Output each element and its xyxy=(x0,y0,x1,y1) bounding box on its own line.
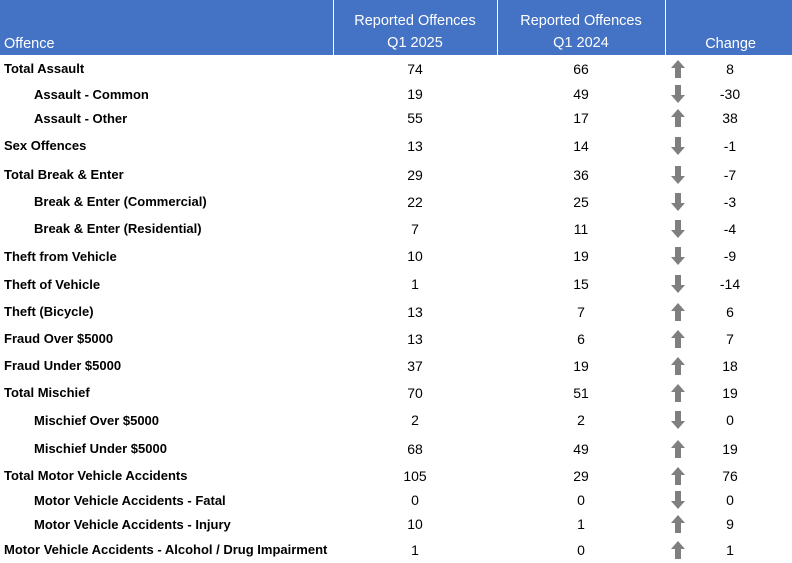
change-value: -4 xyxy=(723,220,737,237)
table-row xyxy=(0,161,792,188)
change-value: -7 xyxy=(723,166,737,183)
change-cell xyxy=(665,298,792,325)
down-arrow-icon xyxy=(671,220,685,238)
table-row xyxy=(0,434,792,463)
value-q1-2024: 19 xyxy=(573,248,589,264)
offence-name: Theft from Vehicle xyxy=(4,248,117,264)
change-cell xyxy=(665,463,792,488)
offence-name: Assault - Other xyxy=(34,110,128,126)
header-q1-2024 xyxy=(497,0,665,55)
change-cell xyxy=(665,188,792,215)
value-q1-2025: 68 xyxy=(407,440,423,457)
change-value: 6 xyxy=(726,303,734,320)
offence-name: Theft (Bicycle) xyxy=(4,304,94,319)
change-value: 1 xyxy=(726,541,734,558)
offence-name: Motor Vehicle Accidents - Fatal xyxy=(34,492,226,508)
table-row xyxy=(0,215,792,242)
change-cell xyxy=(665,270,792,298)
up-arrow-icon xyxy=(671,303,685,321)
value-q1-2025: 13 xyxy=(407,330,423,347)
up-arrow-icon xyxy=(671,330,685,348)
change-cell xyxy=(665,215,792,242)
value-q1-2024: 51 xyxy=(573,384,589,401)
change-value: 0 xyxy=(726,492,734,508)
header-q1-2025-line2: Q1 2025 xyxy=(387,35,443,51)
down-arrow-icon xyxy=(671,193,685,211)
header-row xyxy=(0,0,792,55)
table-row xyxy=(0,406,792,434)
change-value: 38 xyxy=(722,110,738,126)
table-row xyxy=(0,106,792,130)
offence-name: Motor Vehicle Accidents - Injury xyxy=(34,516,231,532)
up-arrow-icon xyxy=(671,515,685,533)
change-cell xyxy=(665,488,792,512)
value-q1-2025: 0 xyxy=(411,492,419,508)
change-cell xyxy=(665,106,792,130)
offence-name: Total Break & Enter xyxy=(4,167,124,182)
offence-name: Total Motor Vehicle Accidents xyxy=(4,468,188,483)
value-q1-2025: 1 xyxy=(411,276,419,292)
change-value: -1 xyxy=(723,137,737,154)
value-q1-2024: 15 xyxy=(573,276,589,292)
value-q1-2024: 29 xyxy=(573,467,589,484)
down-arrow-icon xyxy=(671,491,685,509)
offence-name: Fraud Under $5000 xyxy=(4,358,122,373)
offence-name: Total Assault xyxy=(4,61,85,76)
table-row xyxy=(0,325,792,352)
value-q1-2024: 66 xyxy=(573,60,589,77)
change-value: 76 xyxy=(722,467,738,484)
value-q1-2025: 13 xyxy=(407,303,423,320)
offence-name: Theft of Vehicle xyxy=(4,276,101,292)
value-q1-2024: 49 xyxy=(573,86,589,102)
value-q1-2025: 13 xyxy=(407,137,423,154)
value-q1-2025: 10 xyxy=(407,516,423,532)
table-row xyxy=(0,298,792,325)
up-arrow-icon xyxy=(671,60,685,78)
value-q1-2024: 36 xyxy=(573,166,589,183)
header-q1-2025 xyxy=(333,0,497,55)
header-q1-2025-line1: Reported Offences xyxy=(354,13,476,29)
value-q1-2024: 14 xyxy=(573,137,589,154)
value-q1-2024: 49 xyxy=(573,440,589,457)
up-arrow-icon xyxy=(671,541,685,559)
offence-name: Assault - Common xyxy=(34,86,149,102)
change-value: -30 xyxy=(719,86,741,102)
offence-name: Sex Offences xyxy=(4,138,87,153)
change-cell xyxy=(665,242,792,270)
change-cell xyxy=(665,161,792,188)
table-row xyxy=(0,379,792,406)
value-q1-2025: 29 xyxy=(407,166,423,183)
up-arrow-icon xyxy=(671,357,685,375)
value-q1-2024: 6 xyxy=(577,330,585,347)
change-cell xyxy=(665,325,792,352)
change-cell xyxy=(665,512,792,536)
value-q1-2025: 2 xyxy=(411,412,419,428)
value-q1-2024: 19 xyxy=(573,357,589,374)
change-cell xyxy=(665,55,792,82)
value-q1-2025: 70 xyxy=(407,384,423,401)
change-value: 9 xyxy=(726,516,734,532)
change-cell xyxy=(665,536,792,563)
value-q1-2024: 11 xyxy=(573,220,589,237)
offence-name: Total Mischief xyxy=(4,385,90,400)
value-q1-2024: 17 xyxy=(573,110,589,126)
value-q1-2024: 7 xyxy=(577,303,585,320)
change-cell xyxy=(665,352,792,379)
value-q1-2024: 25 xyxy=(573,193,589,210)
change-value: 19 xyxy=(722,440,738,457)
table-row xyxy=(0,55,792,82)
down-arrow-icon xyxy=(671,247,685,265)
change-cell xyxy=(665,130,792,161)
value-q1-2025: 105 xyxy=(403,467,427,484)
value-q1-2025: 55 xyxy=(407,110,423,126)
offence-name: Mischief Over $5000 xyxy=(34,412,160,428)
table-row xyxy=(0,536,792,563)
change-cell xyxy=(665,82,792,106)
up-arrow-icon xyxy=(671,384,685,402)
value-q1-2024: 0 xyxy=(577,492,585,508)
value-q1-2024: 1 xyxy=(577,516,585,532)
table-row xyxy=(0,130,792,161)
change-value: -3 xyxy=(723,193,737,210)
value-q1-2024: 2 xyxy=(577,412,585,428)
table-body xyxy=(0,55,792,563)
table-row xyxy=(0,352,792,379)
offence-name: Break & Enter (Residential) xyxy=(34,221,202,236)
up-arrow-icon xyxy=(671,440,685,458)
down-arrow-icon xyxy=(671,137,685,155)
up-arrow-icon xyxy=(671,467,685,485)
value-q1-2025: 19 xyxy=(407,86,423,102)
change-cell xyxy=(665,379,792,406)
table-row xyxy=(0,270,792,298)
table-row xyxy=(0,188,792,215)
value-q1-2025: 22 xyxy=(407,193,423,210)
down-arrow-icon xyxy=(671,411,685,429)
change-value: 18 xyxy=(722,357,738,374)
down-arrow-icon xyxy=(671,85,685,103)
change-value: 8 xyxy=(726,60,734,77)
value-q1-2024: 0 xyxy=(577,541,585,558)
value-q1-2025: 7 xyxy=(411,220,419,237)
value-q1-2025: 37 xyxy=(407,357,423,374)
change-cell xyxy=(665,406,792,434)
change-cell xyxy=(665,434,792,463)
change-value: -9 xyxy=(723,248,737,264)
change-value: 7 xyxy=(726,330,734,347)
table-row xyxy=(0,463,792,488)
value-q1-2025: 10 xyxy=(407,248,423,264)
header-q1-2024-line1: Reported Offences xyxy=(520,13,642,29)
offence-name: Fraud Over $5000 xyxy=(4,331,114,346)
value-q1-2025: 74 xyxy=(407,60,423,77)
table-row xyxy=(0,512,792,536)
down-arrow-icon xyxy=(671,275,685,293)
table-row xyxy=(0,242,792,270)
offence-name: Mischief Under $5000 xyxy=(34,441,167,456)
table-row xyxy=(0,488,792,512)
down-arrow-icon xyxy=(671,166,685,184)
up-arrow-icon xyxy=(671,109,685,127)
header-change: Change xyxy=(665,0,792,55)
change-value: -14 xyxy=(719,276,741,292)
offence-name: Break & Enter (Commercial) xyxy=(34,194,207,209)
offence-name: Motor Vehicle Accidents - Alcohol / Drug Impairment xyxy=(4,542,328,557)
header-q1-2024-line2: Q1 2024 xyxy=(553,35,609,51)
header-offence: Offence xyxy=(0,0,333,55)
change-value: 0 xyxy=(726,412,734,428)
value-q1-2025: 1 xyxy=(411,541,419,558)
change-value: 19 xyxy=(722,384,738,401)
table-row xyxy=(0,82,792,106)
